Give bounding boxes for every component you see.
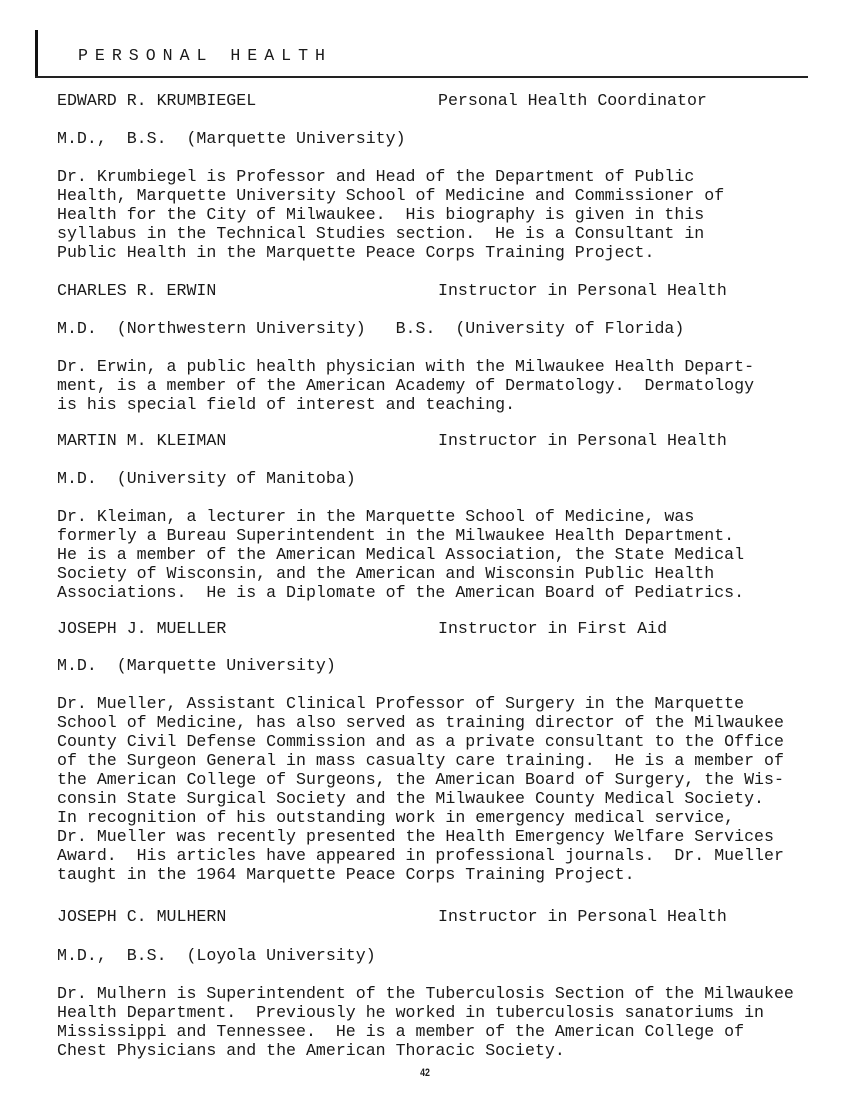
bio-line: School of Medicine, has also served as training director of the Milwaukee	[57, 713, 784, 732]
header-bar	[35, 30, 38, 78]
bio-line: ment, is a member of the American Academy of Dermatology. Dermatology	[57, 376, 755, 395]
bio-line: Health, Marquette University School of Medicine and Commissioner of	[57, 186, 725, 205]
faculty-degrees: M.D., B.S. (Marquette University)	[57, 129, 406, 148]
faculty-bio	[57, 357, 754, 414]
faculty-degrees: M.D. (Northwestern University) B.S. (University of Florida)	[57, 319, 685, 338]
bio-line: Associations. He is a Diplomate of the American Board of Pediatrics.	[57, 583, 745, 602]
bio-line: syllabus in the Technical Studies section. He is a Consultant in	[57, 224, 705, 243]
bio-line: the American College of Surgeons, the American Board of Surgery, the Wis-	[57, 770, 784, 789]
faculty-name: JOSEPH J. MUELLER	[57, 619, 227, 638]
bio-line: County Civil Defense Commission and as a private consultant to the Office	[57, 732, 784, 751]
bio-line: Society of Wisconsin, and the American and Wisconsin Public Health	[57, 564, 715, 583]
bio-line: of the Surgeon General in mass casualty care training. He is a member of	[57, 751, 784, 770]
faculty-bio	[57, 167, 724, 262]
faculty-role: Personal Health Coordinator	[438, 91, 707, 110]
faculty-role: Instructor in Personal Health	[438, 907, 727, 926]
faculty-name: CHARLES R. ERWIN	[57, 281, 217, 300]
faculty-role: Instructor in Personal Health	[438, 431, 727, 450]
bio-line: Dr. Mulhern is Superintendent of the Tuberculosis Section of the Milwaukee	[57, 984, 794, 1003]
faculty-role: Instructor in First Aid	[438, 619, 668, 638]
bio-line: Health for the City of Milwaukee. His biography is given in this	[57, 205, 705, 224]
bio-line: Award. His articles have appeared in professional journals. Dr. Mueller	[57, 846, 784, 865]
faculty-degrees: M.D. (University of Manitoba)	[57, 469, 356, 488]
bio-line: Dr. Kleiman, a lecturer in the Marquette School of Medicine, was	[57, 507, 695, 526]
bio-line: formerly a Bureau Superintendent in the Milwaukee Health Department.	[57, 526, 735, 545]
bio-line: Health Department. Previously he worked in tuberculosis sanatoriums in	[57, 1003, 765, 1022]
bio-line: Dr. Erwin, a public health physician with the Milwaukee Health Depart-	[57, 357, 755, 376]
faculty-name: EDWARD R. KRUMBIEGEL	[57, 91, 257, 110]
faculty-bio	[57, 984, 794, 1060]
bio-line: Dr. Krumbiegel is Professor and Head of the Department of Public	[57, 167, 695, 186]
bio-line: In recognition of his outstanding work in emergency medical service,	[57, 808, 735, 827]
bio-line: Mississippi and Tennessee. He is a member of the American College of	[57, 1022, 745, 1041]
header-rule	[35, 76, 808, 78]
bio-line: Chest Physicians and the American Thoracic Society.	[57, 1041, 565, 1060]
faculty-bio	[57, 694, 784, 884]
bio-line: Public Health in the Marquette Peace Corps Training Project.	[57, 243, 655, 262]
bio-line: He is a member of the American Medical Association, the State Medical	[57, 545, 745, 564]
faculty-name: JOSEPH C. MULHERN	[57, 907, 227, 926]
faculty-bio	[57, 507, 744, 602]
section-title: PERSONAL HEALTH	[78, 46, 332, 65]
bio-line: consin State Surgical Society and the Milwaukee County Medical Society.	[57, 789, 765, 808]
faculty-role: Instructor in Personal Health	[438, 281, 727, 300]
faculty-degrees: M.D. (Marquette University)	[57, 656, 336, 675]
faculty-degrees: M.D., B.S. (Loyola University)	[57, 946, 376, 965]
bio-line: Dr. Mueller was recently presented the Health Emergency Welfare Services	[57, 827, 774, 846]
faculty-name: MARTIN M. KLEIMAN	[57, 431, 227, 450]
bio-line: taught in the 1964 Marquette Peace Corps Training Project.	[57, 865, 635, 884]
bio-line: is his special field of interest and teaching.	[57, 395, 516, 414]
page-number: 42	[420, 1067, 430, 1079]
bio-line: Dr. Mueller, Assistant Clinical Professor of Surgery in the Marquette	[57, 694, 745, 713]
